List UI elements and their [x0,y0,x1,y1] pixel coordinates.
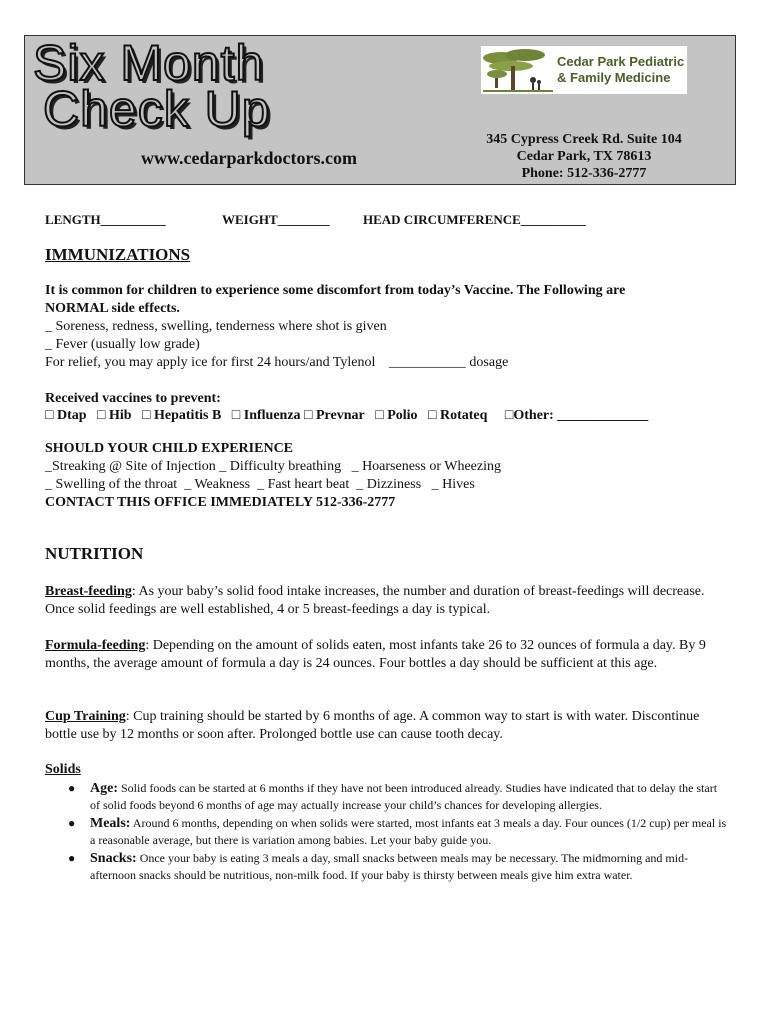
solids-list [68,780,728,885]
bullet-icon: ● [68,851,76,865]
contact-office-notice: CONTACT THIS OFFICE IMMEDIATELY 512-336-2777 [45,495,396,510]
should-experience-heading: SHOULD YOUR CHILD EXPERIENCE [45,441,294,456]
warning-symptoms-line1: _Streaking @ Site of Injection _ Difficulty breathing _ Hoarseness or Wheezing [45,459,501,474]
header-box [24,35,736,185]
address-line1: 345 Cypress Creek Rd. Suite 104 [486,132,682,147]
vaccine-checkbox-other[interactable]: □Other: _____________ [504,408,649,423]
vaccine-checklist [45,407,648,425]
tylenol-dosage-field[interactable]: ___________ dosage [388,355,509,370]
clinic-logo [481,46,687,94]
immunizations-heading: IMMUNIZATIONS [45,245,191,264]
breast-feeding-text: : As your baby’s solid food intake increases, the number and duration of breast-feedings will decrease. Once solid feedings are well established, 4 or 5 breast-feedings a day is typical. [45,584,705,617]
relief-instructions [45,354,508,372]
vaccine-checkbox-rotateq[interactable]: □ Rotateq [428,408,488,423]
cedar-tree-icon [481,46,555,94]
logo-line2: & Family Medicine [557,70,671,85]
vaccine-checkbox-prevnar[interactable]: □ Prevnar [304,408,365,423]
formula-feeding-label: Formula-feeding [45,638,146,653]
breast-feeding-paragraph [45,583,730,619]
vaccine-checkbox-dtap[interactable]: □ Dtap [45,408,87,423]
cup-training-text: : Cup training should be started by 6 months of age. A common way to start is with water. Discontinue bottle use by 12 months or soon after. Prolonged bottle use can cause tooth decay. [45,709,700,742]
solids-item-text: Once your baby is eating 3 meals a day, small snacks between meals may be necessary. The midmorning and mid-afternoon snacks should be nutritious, non-milk food. If your baby is thirsty between meals give him extra water. [90,851,689,882]
address-line2: Cedar Park, TX 78613 [516,149,652,164]
page-title-line1: Six Month [33,35,265,91]
vaccine-checkbox-polio[interactable]: □ Polio [375,408,418,423]
clinic-address [453,131,715,182]
solids-item-text: Around 6 months, depending on when solids were started, most infants eat 3 meals a day. Four ounces (1/2 cup) per meal is a reasonable average, but there is variation among babies. Let your baby guide you. [90,816,727,847]
relief-text: For relief, you may apply ice for first 24 hours/and Tylenol [45,355,376,370]
cup-training-paragraph [45,708,730,744]
solids-item-label: Age: [90,781,118,796]
logo-text [557,54,684,86]
formula-feeding-paragraph [45,637,730,673]
vaccine-checkbox-hib[interactable]: □ Hib [97,408,132,423]
page-title-line2: Check Up [43,81,271,137]
nutrition-heading: NUTRITION [45,544,144,563]
warning-symptoms-line2: _ Swelling of the throat _ Weakness _ Fast heart beat _ Dizziness _ Hives [45,477,475,492]
breast-feeding-label: Breast-feeding [45,584,132,599]
solids-item-text: Solid foods can be started at 6 months if they have not been introduced already. Studies have indicated that to delay the start of solid foods beyond 6 months of age may actually increase your child’s chances for developing allergies. [90,781,718,812]
received-vaccines-label: Received vaccines to prevent: [45,391,221,406]
length-field[interactable]: LENGTH__________ [45,212,166,227]
cup-training-label: Cup Training [45,709,126,724]
immunizations-intro-line2: NORMAL side effects. [45,301,180,316]
weight-field[interactable]: WEIGHT________ [222,212,330,227]
formula-feeding-text: : Depending on the amount of solids eaten, most infants take 26 to 32 ounces of formula a day. By 9 months, the average amount of formula a day is 24 ounces. Four bottles a day should be sufficient at this age. [45,638,706,671]
bullet-icon: ● [68,816,76,830]
bullet-icon: ● [68,781,76,795]
vaccine-checkbox-influenza[interactable]: □ Influenza [231,408,301,423]
immunizations-intro-line1: It is common for children to experience some discomfort from today’s Vaccine. The Following are [45,283,626,298]
solids-item-label: Meals: [90,816,131,831]
solids-label: Solids [45,762,81,777]
side-effect-fever: _ Fever (usually low grade) [45,337,200,352]
vaccine-checkbox-hepatitis-b[interactable]: □ Hepatitis B [142,408,222,423]
logo-line1: Cedar Park Pediatric [557,54,685,69]
phone-line: Phone: 512-336-2777 [521,166,647,181]
solids-item-label: Snacks: [90,851,137,866]
list-item [68,850,728,883]
side-effect-soreness: _ Soreness, redness, swelling, tenderness where shot is given [45,319,387,334]
website-link[interactable]: www.cedarparkdoctors.com [141,148,357,168]
list-item [68,815,728,848]
head-circumference-field[interactable]: HEAD CIRCUMFERENCE__________ [363,212,586,227]
list-item [68,780,728,813]
